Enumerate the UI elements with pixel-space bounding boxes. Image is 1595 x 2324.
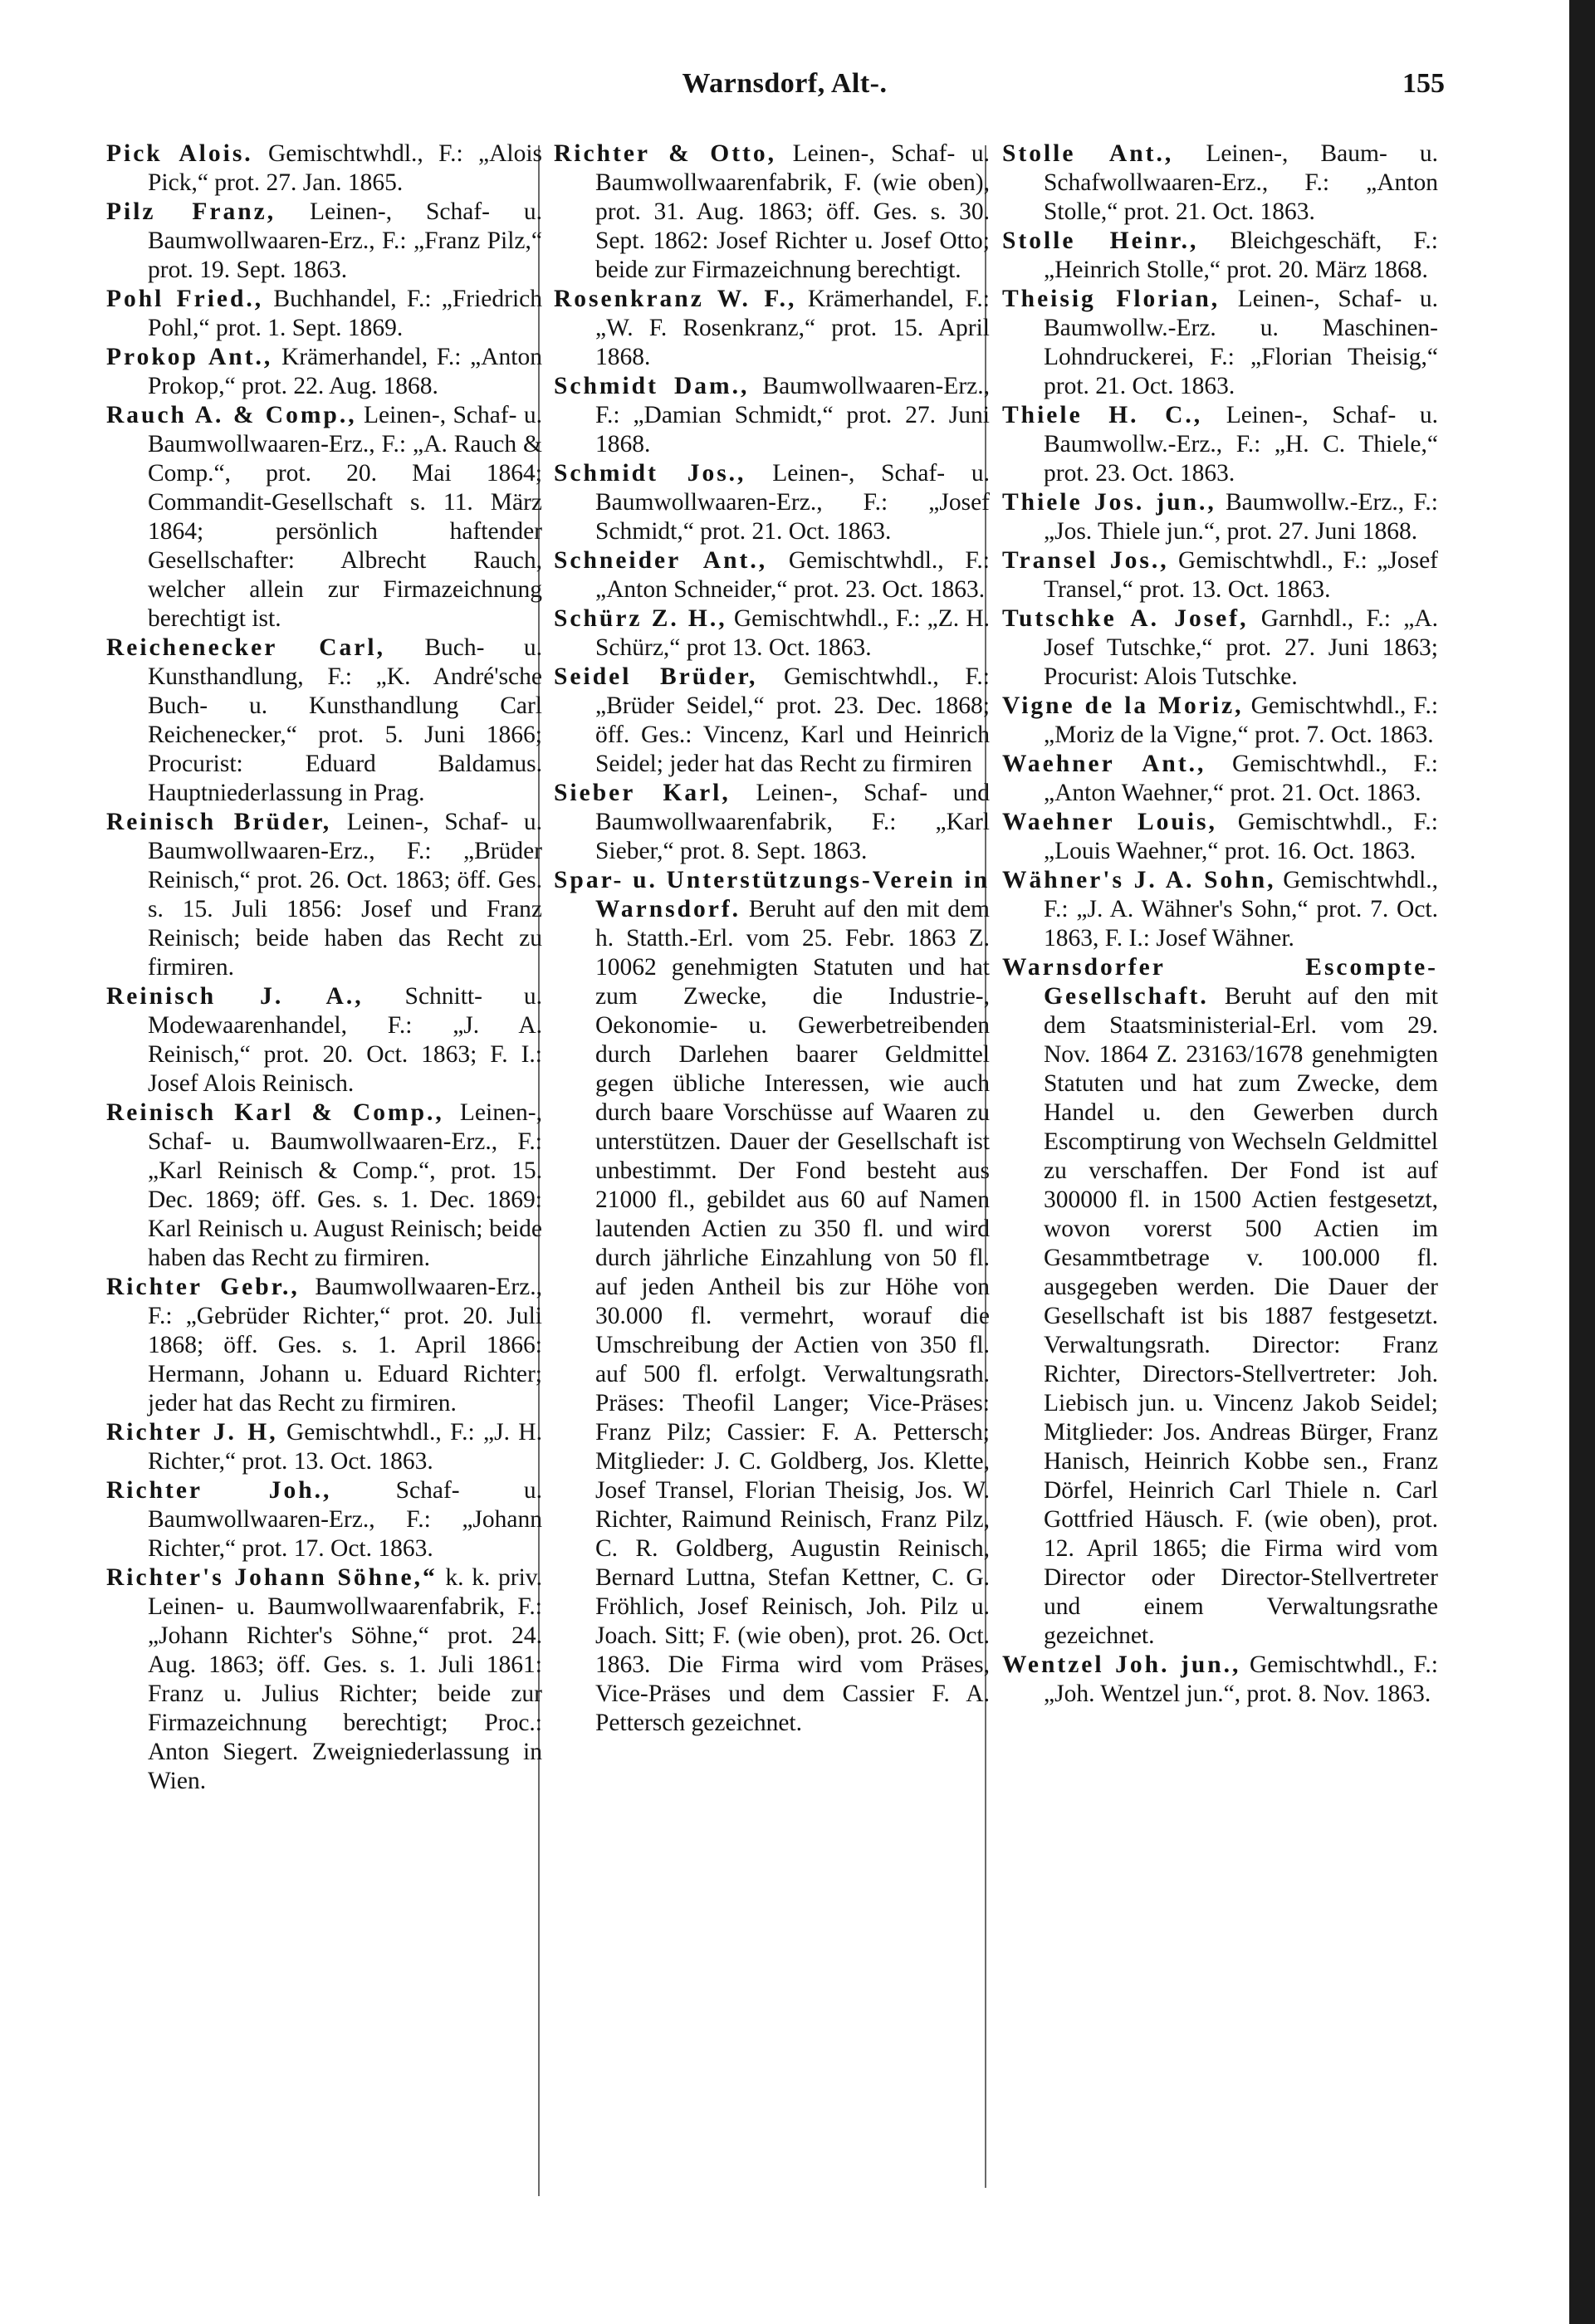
register-entry bbox=[1002, 227, 1438, 285]
entry-text: Leinen-, Schaf- und Baumwollwaarenfabrik, F.: „Karl Sieber,“ prot. 8. Sept. 1863. bbox=[595, 780, 990, 864]
register-entry bbox=[106, 285, 542, 343]
entry-name: Prokop Ant., bbox=[106, 344, 273, 370]
entry-name: Waehner Louis, bbox=[1002, 809, 1217, 835]
register-entry bbox=[1002, 953, 1438, 1651]
register-entry bbox=[106, 343, 542, 401]
entry-name: Stolle Heinr., bbox=[1002, 228, 1199, 254]
entry-text: Krämerhandel, F.: „W. F. Rosenkranz,“ prot. 15. April 1868. bbox=[595, 286, 991, 370]
entry-name: Richter & Otto, bbox=[554, 140, 776, 167]
register-entry bbox=[554, 139, 990, 285]
entry-text: Baumwollwaaren-Erz., F.: „Damian Schmidt,“ prot. 27. Juni 1868. bbox=[595, 373, 990, 457]
register-entry bbox=[554, 459, 990, 546]
entry-text: Gemischtwhdl., F.: „Brüder Seidel,“ prot. 23. Dec. 1868; öff. Ges.: Vincenz, Karl und Heinrich Seidel; jeder hat das Recht zu firmiren bbox=[595, 663, 990, 777]
entry-text: Gemischtwhdl., F.: „J. A. Wähner's Sohn,“ prot. 7. Oct. 1863, F. I.: Josef Wähner. bbox=[1044, 867, 1438, 952]
page-number: 155 bbox=[1402, 68, 1445, 99]
entry-text: Buchhandel, F.: „Friedrich Pohl,“ prot. 1. Sept. 1869. bbox=[148, 286, 542, 341]
entry-text: Leinen-, Schaf- u. Baumwollwaaren-Erz., F.: „Josef Schmidt,“ prot. 21. Oct. 1863. bbox=[595, 460, 991, 545]
register-entry bbox=[1002, 692, 1438, 750]
register-entry bbox=[106, 1418, 542, 1476]
entry-name: Thiele Jos. jun., bbox=[1002, 489, 1216, 516]
entry-name: Richter Gebr., bbox=[106, 1274, 300, 1300]
entry-name: Spar- u. Unterstützungs-Verein in Warnsdorf. bbox=[554, 867, 990, 922]
entry-name: Reinisch J. A., bbox=[106, 983, 364, 1010]
register-entry bbox=[1002, 139, 1438, 227]
entry-text: Gemischtwhdl., F.: „Moriz de la Vigne,“ prot. 7. Oct. 1863. bbox=[1044, 692, 1439, 748]
entry-text: Leinen-, Schaf- u. Baumwollwaarenfabrik, F. (wie oben), prot. 31. Aug. 1863; öff. Ges. s. 30. Sept. 1862: Josef Richter u. Josef Otto; beide zur Firmazeichnung berechtigt. bbox=[595, 140, 991, 283]
register-entry bbox=[106, 982, 542, 1098]
entry-name: Reinisch Karl & Comp., bbox=[106, 1099, 444, 1126]
entry-name: Waehner Ant., bbox=[1002, 751, 1206, 777]
entry-text: Gemischtwhdl., F.: „Z. H. Schürz,“ prot 13. Oct. 1863. bbox=[595, 605, 991, 661]
entry-text: Leinen-, Schaf- u. Baumwollw.-Erz. u. Maschinen-Lohndruckerei, F.: „Florian Theisig,“ prot. 21. Oct. 1863. bbox=[1044, 286, 1438, 399]
entry-name: Richter Joh., bbox=[106, 1477, 332, 1504]
entry-text: Schnitt- u. Modewaarenhandel, F.: „J. A. Reinisch,“ prot. 20. Oct. 1863; F. I.: Josef Alois Reinisch. bbox=[148, 983, 542, 1097]
entry-name: Schmidt Jos., bbox=[554, 460, 746, 487]
entry-name: Richter's Johann Söhne,“ bbox=[106, 1564, 438, 1591]
register-entry bbox=[106, 1098, 542, 1273]
register-entry bbox=[106, 1476, 542, 1563]
entry-text: Krämerhandel, F.: „Anton Prokop,“ prot. 22. Aug. 1868. bbox=[148, 344, 542, 399]
entry-name: Seidel Brüder, bbox=[554, 663, 758, 690]
register-entry bbox=[106, 139, 542, 198]
register-entry bbox=[554, 604, 990, 663]
register-entry bbox=[106, 198, 542, 285]
scan-edge bbox=[1569, 0, 1595, 2324]
entry-text: Leinen-, Schaf- u. Baumwollwaaren-Erz., F.: „A. Rauch & Comp.“, prot. 20. Mai 1864; Commandit-Gesellschaft s. 11. März 1864; persönlich haftender Gesellschafter: Albrecht Rauch, welcher allein zur Firmazeichnung berechtigt ist. bbox=[148, 402, 543, 632]
entry-text: Schaf- u. Baumwollwaaren-Erz., F.: „Johann Richter,“ prot. 17. Oct. 1863. bbox=[148, 1477, 543, 1562]
register-entry bbox=[106, 634, 542, 808]
entry-name: Rosenkranz W. F., bbox=[554, 286, 797, 312]
register-entry bbox=[554, 779, 990, 866]
register-entry bbox=[554, 285, 990, 372]
register-entry bbox=[1002, 1651, 1438, 1709]
entry-name: Reinisch Brüder, bbox=[106, 809, 332, 835]
entry-name: Pilz Franz, bbox=[106, 198, 276, 225]
entry-text: Gemischtwhdl., F.: „J. H. Richter,“ prot. 13. Oct. 1863. bbox=[148, 1419, 542, 1475]
entry-name: Sieber Karl, bbox=[554, 780, 731, 806]
entry-name: Pohl Fried., bbox=[106, 286, 264, 312]
register-entry bbox=[554, 663, 990, 779]
register-entry bbox=[1002, 401, 1438, 488]
register-entry bbox=[1002, 488, 1438, 546]
register-entry bbox=[554, 372, 990, 459]
entry-text: Gemischtwhdl., F.: „Josef Transel,“ prot. 13. Oct. 1863. bbox=[1044, 547, 1438, 603]
entry-name: Stolle Ant., bbox=[1002, 140, 1174, 167]
entry-text: Gemischtwhdl., F.: „Anton Schneider,“ prot. 23. Oct. 1863. bbox=[595, 547, 990, 603]
entry-name: Schneider Ant., bbox=[554, 547, 768, 574]
entry-text: Garnhdl., F.: „A. Josef Tutschke,“ prot. 27. Juni 1863; Procurist: Alois Tutschke. bbox=[1044, 605, 1438, 690]
entry-text: Bleichgeschäft, F.: „Heinrich Stolle,“ prot. 20. März 1868. bbox=[1044, 228, 1438, 283]
entry-name: Reichenecker Carl, bbox=[106, 634, 385, 661]
register-entry bbox=[106, 808, 542, 982]
entry-text: Gemischtwhdl., F.: „Alois Pick,“ prot. 27. Jan. 1865. bbox=[148, 140, 543, 196]
entry-text: Baumwollw.-Erz., F.: „Jos. Thiele jun.“, prot. 27. Juni 1868. bbox=[1044, 489, 1438, 545]
entry-text: Gemischtwhdl., F.: „Anton Waehner,“ prot. 21. Oct. 1863. bbox=[1044, 751, 1438, 806]
register-entry bbox=[1002, 285, 1438, 401]
entry-name: Wähner's J. A. Sohn, bbox=[1002, 867, 1276, 893]
entry-text: Leinen-, Schaf- u. Baumwollwaaren-Erz., F.: „Karl Reinisch & Comp.“, prot. 15. Dec. 1869; öff. Ges. s. 1. Dec. 1869: Karl Reinisch u. August Reinisch; beide haben das Recht zu firmiren. bbox=[148, 1099, 542, 1271]
running-head bbox=[0, 68, 1569, 110]
entry-name: Richter J. H, bbox=[106, 1419, 278, 1446]
entry-text: Leinen-, Schaf- u. Baumwollw.-Erz., F.: „H. C. Thiele,“ prot. 23. Oct. 1863. bbox=[1044, 402, 1438, 487]
column-1 bbox=[106, 139, 542, 1796]
register-entry bbox=[106, 1273, 542, 1418]
entry-text: Leinen-, Baum- u. Schafwollwaaren-Erz., F.: „Anton Stolle,“ prot. 21. Oct. 1863. bbox=[1044, 140, 1439, 225]
entry-name: Tutschke A. Josef, bbox=[1002, 605, 1249, 632]
register-entry bbox=[554, 866, 990, 1738]
entry-text: Gemischtwhdl., F.: „Joh. Wentzel jun.“, prot. 8. Nov. 1863. bbox=[1044, 1651, 1438, 1707]
register-entry bbox=[1002, 808, 1438, 866]
entry-name: Warnsdorfer Escompte-Gesellschaft. bbox=[1002, 954, 1438, 1010]
entry-text: Leinen-, Schaf- u. Baumwollwaaren-Erz., F.: „Brüder Reinisch,“ prot. 26. Oct. 1863; öff. Ges. s. 15. Juli 1856: Josef und Franz Reinisch; beide haben das Recht zu firmiren. bbox=[148, 809, 542, 981]
register-entry bbox=[106, 401, 542, 634]
register-entry bbox=[1002, 866, 1438, 953]
entry-name: Transel Jos., bbox=[1002, 547, 1169, 574]
entry-name: Pick Alois. bbox=[106, 140, 253, 167]
register-entry bbox=[1002, 750, 1438, 808]
entry-text: k. k. priv. Leinen- u. Baumwollwaarenfabrik, F.: „Johann Richter's Söhne,“ prot. 24. Aug. 1863; öff. Ges. s. 1. Juli 1861: Franz u. Julius Richter; beide zur Firmazeichnung berechtigt; Proc.: Anton Siegert. Zweigniederlassung in Wien. bbox=[148, 1564, 542, 1794]
entry-name: Vigne de la Moriz, bbox=[1002, 692, 1244, 719]
entry-name: Schürz Z. H., bbox=[554, 605, 727, 632]
entry-text: Buch- u. Kunsthandlung, F.: „K. André'sche Buch- u. Kunsthandlung Carl Reichenecker,“ prot. 5. Juni 1866; Procurist: Eduard Baldamus. Hauptniederlassung in Prag. bbox=[148, 634, 542, 806]
register-entry bbox=[1002, 604, 1438, 692]
column-3 bbox=[1002, 139, 1438, 1709]
entry-name: Wentzel Joh. jun., bbox=[1002, 1651, 1241, 1678]
entry-name: Rauch A. & Comp., bbox=[106, 402, 357, 428]
register-entry bbox=[554, 546, 990, 604]
entry-text: Beruht auf den mit dem h. Statth.-Erl. vom 25. Febr. 1863 Z. 10062 genehmigten Statuten und hat zum Zwecke, die Industrie-, Oekonomie- u. Gewerbetreibenden durch Darlehen baarer Geldmittel gegen übliche Interessen, wie auch durch baare Vorschüsse auf Waaren zu unterstützen. Dauer der Gesellschaft ist unbestimmt. Der Fond besteht aus 21000 fl., gebildet aus 60 auf Namen lautenden Actien zu 350 fl. und wird durch jährliche Einzahlung von 50 fl. auf jeden Antheil bis zur Höhe von 30.000 fl. vermehrt, worauf die Umschreibung der Actien von 350 fl. auf 500 fl. erfolgt. Verwaltungsrath. Präses: Theofil Langer; Vice-Präses: Franz Pilz; Cassier: F. A. Pettersch; Mitglieder: J. C. Goldberg, Jos. Klette, Josef Transel, Florian Theisig, Jos. W. Richter, Raimund Reinisch, Franz Pilz, C. R. Goldberg, Augustin Reinisch, Bernard Luttna, Stefan Kettner, C. G. Fröhlich, Josef Reinisch, Joh. Pilz u. Joach. Sitt; F. (wie oben), prot. 26. Oct. 1863. Die Firma wird vom Präses, Vice-Präses und dem Cassier F. A. Pettersch gezeichnet. bbox=[595, 896, 990, 1736]
entry-text: Beruht auf den mit dem Staatsministerial-Erl. vom 29. Nov. 1864 Z. 23163/1678 genehmigten Statuten und hat zum Zwecke, dem Handel u. den Gewerben durch Escomptirung von Wechseln Geldmittel zu verschaffen. Der Fond ist auf 300000 fl. in 1500 Actien festgesetzt, wovon vorerst 500 Actien im Gesammtbetrage v. 100.000 fl. ausgegeben werden. Die Dauer der Gesellschaft ist bis 1887 festgesetzt. Verwaltungsrath. Director: Franz Richter, Directors-Stellvertreter: Joh. Liebisch jun. u. Vincenz Jakob Seidel; Mitglieder: Jos. Andreas Bürger, Franz Hanisch, Heinrich Kobbe sen., Franz Dörfel, Heinrich Carl Thiele n. Carl Gottfried Häusch. F. (wie oben), prot. 12. April 1865; die Firma wird vom Director oder Director-Stellvertreter und einem Verwaltungsrathe gezeichnet. bbox=[1044, 983, 1439, 1649]
entry-text: Leinen-, Schaf- u. Baumwollwaaren-Erz., F.: „Franz Pilz,“ prot. 19. Sept. 1863. bbox=[148, 198, 543, 283]
entry-name: Theisig Florian, bbox=[1002, 286, 1221, 312]
entry-text: Gemischtwhdl., F.: „Louis Waehner,“ prot. 16. Oct. 1863. bbox=[1044, 809, 1438, 864]
register-entry bbox=[106, 1563, 542, 1796]
entry-name: Thiele H. C., bbox=[1002, 402, 1203, 428]
register-entry bbox=[1002, 546, 1438, 604]
entry-text: Baumwollwaaren-Erz., F.: „Gebrüder Richter,“ prot. 20. Juli 1868; öff. Ges. s. 1. April 1866: Hermann, Johann u. Eduard Richter; jeder hat das Recht zu firmiren. bbox=[148, 1274, 542, 1416]
entry-name: Schmidt Dam., bbox=[554, 373, 750, 399]
column-2 bbox=[554, 139, 990, 1738]
page-title: Warnsdorf, Alt-. bbox=[682, 68, 888, 99]
